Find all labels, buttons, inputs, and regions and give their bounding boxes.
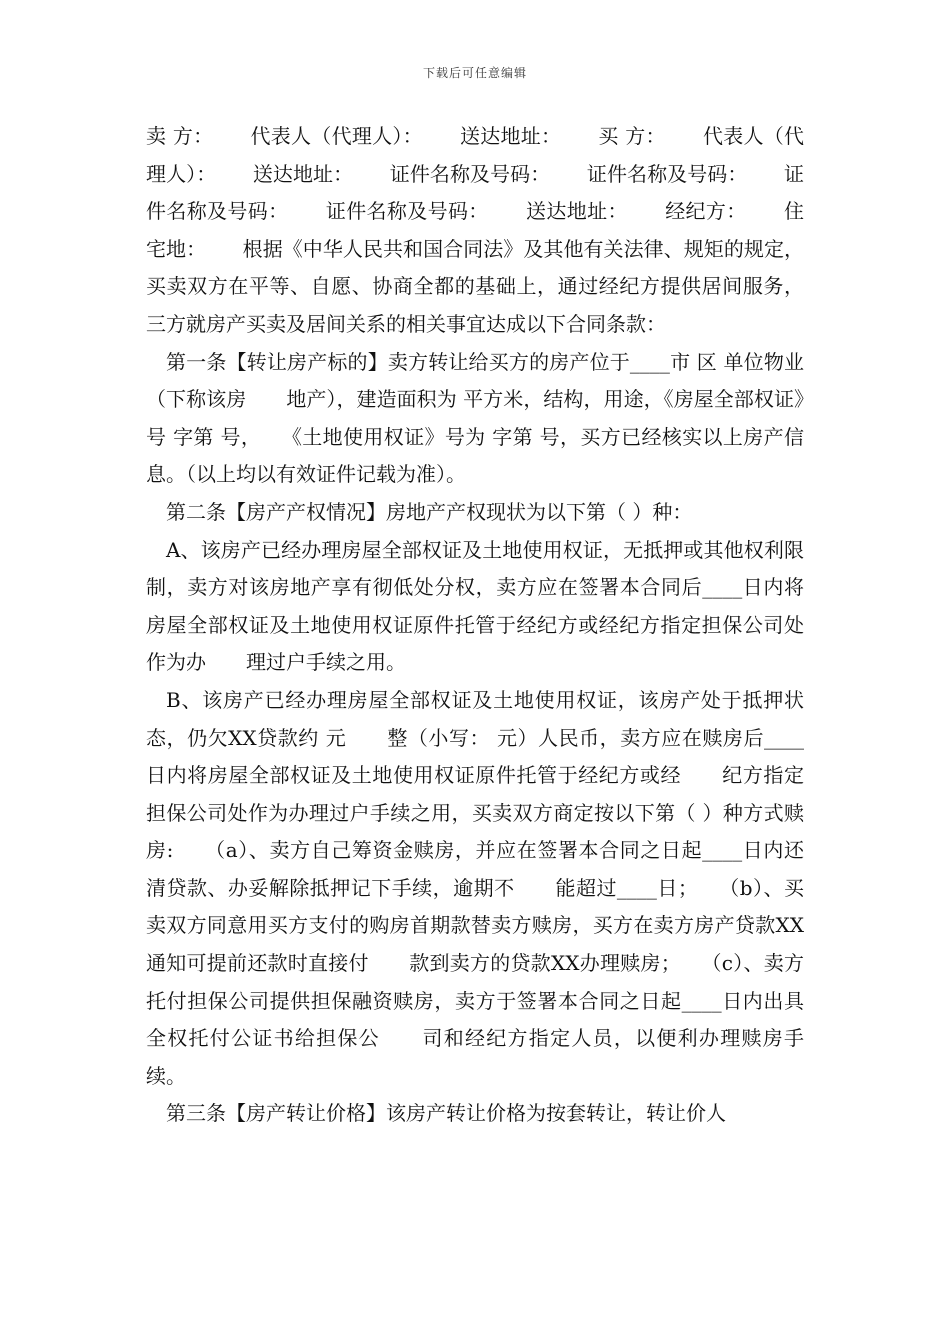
option-b-paragraph: B、该房产已经办理房屋全部权证及土地使用权证，该房产处于抵押状态，仍欠XX贷款约 元 整（小写： 元）人民币，卖方应在赎房后____日内将房屋全部权证及土地使用权证原件托管于经纪方或经 纪方指定担保公司处作为办理过户手续之用，买卖双方商定按以下第（ ）种方式赎房: （a）、卖方自己筹资金赎房，并应在签署本合同之日起____日内还清贷款、办妥解除抵押记下手续，逾期不 能超过____日； （b）、买卖双方同意用买方支付的购房首期款替卖方赎房，买方在卖方房产贷款XX通知可提前还款时直接付 款到卖方的贷款XX办理赎房； （c）、卖方托付担保公司提供担保融资赎房，卖方于签署本合同之日起____日内出具全权托付公证书给担保公 司和经纪方指定人员，以便利办理赎房手续。 <box>146 687 804 1088</box>
document-body <box>146 118 804 1133</box>
page-header: 下载后可任意编辑 <box>422 66 527 80</box>
parties-intro-paragraph: 卖 方： 代表人（代理人）： 送达地址： 买 方： 代表人（代理人）： 送达地址： 证件名称及号码： 证件名称及号码： 证件名称及号码： 证件名称及号码： 送达地址： 经纪方： 住宅地： 根据《中华人民共和国合同法》及其他有关法律、规矩的规定，买卖双方在平等、自愿、协商全都的基础上，通过经纪方提供居间服务，三方就房产买卖及居间关系的相关事宜达成以下合同条款： <box>146 124 804 336</box>
option-a-paragraph: A、该房产已经办理房屋全部权证及土地使用权证，无抵押或其他权利限制，卖方对该房地产享有彻低处分权，卖方应在签署本合同后____日内将房屋全部权证及土地使用权证原件托管于经纪方或经纪方指定担保公司处作为办 理过户手续之用。 <box>146 537 804 675</box>
article-2-paragraph: 第二条【房产产权情况】房地产产权现状为以下第（ ）种： <box>166 499 693 524</box>
article-1-paragraph: 第一条【转让房产标的】卖方转让给买方的房产位于____市 区 单位物业（下称该房 地产），建造面积为 平方米，结构，用途，《房屋全部权证》号 字第 号， 《土地使用权证》号为 字第 号，买方已经核实以上房产信息。（以上均以有效证件记载为准）。 <box>146 349 804 487</box>
article-3-paragraph: 第三条【房产转让价格】该房产转让价格为按套转让，转让价人 <box>166 1101 726 1126</box>
